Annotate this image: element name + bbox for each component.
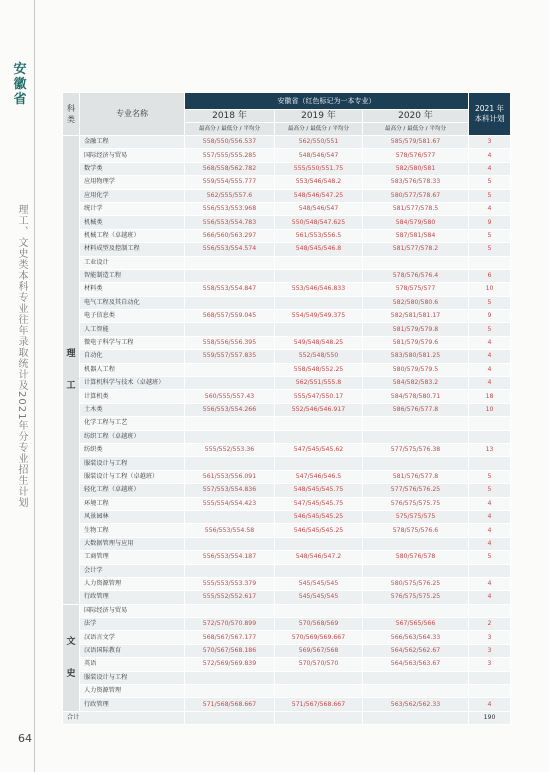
score-2020-cell: 578/575/576.6 bbox=[363, 524, 469, 537]
score-2019-cell: 561/553/556.5 bbox=[275, 229, 363, 242]
major-cell: 人力资源管理 bbox=[80, 685, 185, 698]
table-row bbox=[63, 323, 511, 336]
major-cell: 数学类 bbox=[80, 162, 185, 175]
score-2019-cell bbox=[275, 685, 363, 698]
table-row bbox=[63, 162, 511, 175]
sidebar-divider bbox=[34, 0, 35, 772]
plan-cell: 5 bbox=[469, 176, 511, 189]
header-sub-2020: 最高分 / 最低分 / 平均分 bbox=[363, 123, 469, 136]
score-2018-cell: 556/553/553.968 bbox=[185, 202, 275, 215]
major-cell: 自动化 bbox=[80, 350, 185, 363]
score-2019-cell: 569/567/568 bbox=[275, 644, 363, 657]
table-row bbox=[63, 564, 511, 577]
score-2020-cell bbox=[363, 457, 469, 470]
plan-cell: 4 bbox=[469, 537, 511, 550]
score-2020-cell: 577/575/576.38 bbox=[363, 443, 469, 456]
score-2018-cell bbox=[185, 604, 275, 617]
major-cell: 国际经济与贸易 bbox=[80, 604, 185, 617]
score-2018-cell: 555/552/553.36 bbox=[185, 443, 275, 456]
score-2020-cell: 576/575/575.25 bbox=[363, 591, 469, 604]
major-cell: 汉语言文学 bbox=[80, 631, 185, 644]
score-2019-cell bbox=[275, 256, 363, 269]
table-row bbox=[63, 216, 511, 229]
score-2018-cell bbox=[185, 685, 275, 698]
major-cell: 大数据管理与应用 bbox=[80, 537, 185, 550]
score-2020-cell: 563/562/562.33 bbox=[363, 698, 469, 711]
score-2019-cell bbox=[275, 323, 363, 336]
score-2018-cell bbox=[185, 417, 275, 430]
plan-cell: 4 bbox=[469, 591, 511, 604]
total-empty-cell bbox=[275, 711, 363, 724]
score-2018-cell: 556/553/554.783 bbox=[185, 216, 275, 229]
score-2020-cell: 580/579/579.5 bbox=[363, 363, 469, 376]
score-2018-cell bbox=[185, 269, 275, 282]
score-2018-cell: 572/569/569.839 bbox=[185, 658, 275, 671]
score-2019-cell: 558/548/552.25 bbox=[275, 363, 363, 376]
province-label: 安徽省 bbox=[13, 62, 27, 107]
score-2018-cell: 562/555/557.6 bbox=[185, 189, 275, 202]
major-cell: 智能制造工程 bbox=[80, 269, 185, 282]
score-2018-cell bbox=[185, 537, 275, 550]
score-2019-cell: 548/546/547.25 bbox=[275, 189, 363, 202]
plan-cell: 10 bbox=[469, 403, 511, 416]
score-2019-cell: 555/547/550.17 bbox=[275, 390, 363, 403]
plan-cell: 5 bbox=[469, 484, 511, 497]
score-2018-cell: 559/554/555.777 bbox=[185, 176, 275, 189]
category-cell bbox=[63, 604, 80, 711]
total-row bbox=[63, 711, 511, 724]
score-2018-cell: 568/567/567.177 bbox=[185, 631, 275, 644]
score-2019-cell: 554/549/549.375 bbox=[275, 310, 363, 323]
table-row bbox=[63, 497, 511, 510]
major-cell: 纺织工程（卓越班） bbox=[80, 430, 185, 443]
total-plan: 190 bbox=[469, 711, 511, 724]
score-2019-cell bbox=[275, 430, 363, 443]
plan-cell: 13 bbox=[469, 443, 511, 456]
plan-cell: 4 bbox=[469, 149, 511, 162]
score-2020-cell: 581/579/579.8 bbox=[363, 323, 469, 336]
score-2018-cell: 557/553/554.836 bbox=[185, 484, 275, 497]
major-cell: 行政管理 bbox=[80, 591, 185, 604]
score-2019-cell bbox=[275, 417, 363, 430]
plan-cell: 3 bbox=[469, 658, 511, 671]
table-row bbox=[63, 136, 511, 149]
score-2019-cell: 547/546/546.5 bbox=[275, 470, 363, 483]
plan-cell: 5 bbox=[469, 243, 511, 256]
header-province-note: 安徽省（红色标记为一本专业） bbox=[185, 93, 469, 110]
score-2020-cell: 580/575/576.25 bbox=[363, 577, 469, 590]
score-2019-cell: 553/546/548.2 bbox=[275, 176, 363, 189]
table-body bbox=[63, 136, 511, 725]
score-2020-cell: 580/576/578 bbox=[363, 551, 469, 564]
major-cell: 统计学 bbox=[80, 202, 185, 215]
major-cell: 金融工程 bbox=[80, 136, 185, 149]
table-row bbox=[63, 537, 511, 550]
score-2020-cell: 581/577/578.2 bbox=[363, 243, 469, 256]
score-2020-cell: 581/579/579.6 bbox=[363, 336, 469, 349]
score-2020-cell: 586/576/577.8 bbox=[363, 403, 469, 416]
plan-cell: 9 bbox=[469, 310, 511, 323]
table-row bbox=[63, 618, 511, 631]
score-2018-cell: 568/557/559.045 bbox=[185, 310, 275, 323]
major-cell: 材料成型及控制工程 bbox=[80, 243, 185, 256]
score-2018-cell bbox=[185, 510, 275, 523]
score-2020-cell bbox=[363, 671, 469, 684]
table-row bbox=[63, 457, 511, 470]
score-2020-cell: 567/565/566 bbox=[363, 618, 469, 631]
score-2019-cell: 548/545/546.8 bbox=[275, 243, 363, 256]
plan-cell: 9 bbox=[469, 216, 511, 229]
table-row bbox=[63, 430, 511, 443]
score-2019-cell bbox=[275, 564, 363, 577]
major-cell: 电气工程及其自动化 bbox=[80, 296, 185, 309]
score-2018-cell: 556/553/554.574 bbox=[185, 243, 275, 256]
total-empty-cell bbox=[185, 711, 275, 724]
table-row bbox=[63, 685, 511, 698]
table-row bbox=[63, 256, 511, 269]
score-2019-cell: 570/570/570 bbox=[275, 658, 363, 671]
major-cell: 服装设计与工程（卓越班） bbox=[80, 470, 185, 483]
plan-cell bbox=[469, 604, 511, 617]
table-row bbox=[63, 269, 511, 282]
table-row bbox=[63, 591, 511, 604]
plan-cell: 4 bbox=[469, 336, 511, 349]
score-2018-cell bbox=[185, 457, 275, 470]
score-2020-cell: 584/579/580 bbox=[363, 216, 469, 229]
score-2020-cell bbox=[363, 564, 469, 577]
score-2019-cell bbox=[275, 296, 363, 309]
plan-cell: 4 bbox=[469, 497, 511, 510]
major-cell: 人工智能 bbox=[80, 323, 185, 336]
score-2020-cell: 581/576/577.8 bbox=[363, 470, 469, 483]
major-cell: 英语 bbox=[80, 658, 185, 671]
plan-cell: 4 bbox=[469, 510, 511, 523]
score-2019-cell bbox=[275, 537, 363, 550]
score-2019-cell: 562/550/551 bbox=[275, 136, 363, 149]
plan-cell bbox=[469, 671, 511, 684]
plan-cell: 3 bbox=[469, 136, 511, 149]
header-plan: 2021 年本科计划 bbox=[469, 93, 511, 136]
major-cell: 国际经济与贸易 bbox=[80, 149, 185, 162]
score-2019-cell: 547/545/545.75 bbox=[275, 497, 363, 510]
plan-cell bbox=[469, 417, 511, 430]
score-2019-cell: 570/569/569.667 bbox=[275, 631, 363, 644]
plan-cell: 3 bbox=[469, 644, 511, 657]
table-row bbox=[63, 443, 511, 456]
header-year-2018: 2018 年 bbox=[185, 110, 275, 123]
major-cell: 工商管理 bbox=[80, 551, 185, 564]
table-row bbox=[63, 189, 511, 202]
major-cell: 轻化工程（卓越班） bbox=[80, 484, 185, 497]
plan-cell bbox=[469, 457, 511, 470]
major-cell: 纺织类 bbox=[80, 443, 185, 456]
page-number: 64 bbox=[18, 732, 32, 745]
score-2019-cell bbox=[275, 604, 363, 617]
score-2018-cell bbox=[185, 323, 275, 336]
plan-cell: 4 bbox=[469, 577, 511, 590]
score-2020-cell: 580/577/578.67 bbox=[363, 189, 469, 202]
score-2019-cell: 552/548/550 bbox=[275, 350, 363, 363]
admission-table bbox=[62, 92, 511, 725]
score-2020-cell bbox=[363, 417, 469, 430]
major-cell: 材料类 bbox=[80, 283, 185, 296]
plan-cell: 5 bbox=[469, 296, 511, 309]
plan-cell: 4 bbox=[469, 363, 511, 376]
score-2019-cell: 548/546/547 bbox=[275, 149, 363, 162]
table-row bbox=[63, 698, 511, 711]
major-cell: 机械类 bbox=[80, 216, 185, 229]
score-2020-cell bbox=[363, 430, 469, 443]
plan-cell: 5 bbox=[469, 551, 511, 564]
major-cell: 应用化学 bbox=[80, 189, 185, 202]
major-cell: 工业设计 bbox=[80, 256, 185, 269]
score-2019-cell: 549/548/548.25 bbox=[275, 336, 363, 349]
score-2019-cell: 548/546/547 bbox=[275, 202, 363, 215]
major-cell: 化学工程与工艺 bbox=[80, 417, 185, 430]
total-label: 合计 bbox=[63, 711, 185, 724]
score-2018-cell: 555/553/553.379 bbox=[185, 577, 275, 590]
score-2020-cell bbox=[363, 256, 469, 269]
plan-cell: 4 bbox=[469, 524, 511, 537]
score-2020-cell: 584/578/580.71 bbox=[363, 390, 469, 403]
score-2018-cell bbox=[185, 564, 275, 577]
table-row bbox=[63, 577, 511, 590]
category-label: 文史 bbox=[66, 636, 76, 679]
table-row bbox=[63, 644, 511, 657]
plan-cell bbox=[469, 430, 511, 443]
score-2019-cell: 571/567/568.667 bbox=[275, 698, 363, 711]
table-row bbox=[63, 658, 511, 671]
table-row bbox=[63, 229, 511, 242]
table-row bbox=[63, 390, 511, 403]
score-2020-cell: 566/563/564.33 bbox=[363, 631, 469, 644]
table-row bbox=[63, 403, 511, 416]
major-cell: 电子信息类 bbox=[80, 310, 185, 323]
major-cell: 机械工程（卓越班） bbox=[80, 229, 185, 242]
plan-cell: 4 bbox=[469, 698, 511, 711]
score-2020-cell: 581/577/578.5 bbox=[363, 202, 469, 215]
table-header bbox=[63, 93, 511, 136]
score-2020-cell: 582/580/580.6 bbox=[363, 296, 469, 309]
score-2018-cell: 558/553/554.847 bbox=[185, 283, 275, 296]
table-row bbox=[63, 176, 511, 189]
plan-cell bbox=[469, 564, 511, 577]
major-cell: 计算机类 bbox=[80, 390, 185, 403]
score-2019-cell: 548/545/545.75 bbox=[275, 484, 363, 497]
plan-cell bbox=[469, 685, 511, 698]
score-2018-cell: 568/558/562.782 bbox=[185, 162, 275, 175]
plan-cell: 4 bbox=[469, 202, 511, 215]
score-2018-cell: 558/556/556.395 bbox=[185, 336, 275, 349]
major-cell: 环境工程 bbox=[80, 497, 185, 510]
header-sub-2018: 最高分 / 最低分 / 平均分 bbox=[185, 123, 275, 136]
table-row bbox=[63, 377, 511, 390]
score-2018-cell: 572/570/570.899 bbox=[185, 618, 275, 631]
score-2018-cell: 557/555/555.285 bbox=[185, 149, 275, 162]
score-2019-cell: 552/546/546.917 bbox=[275, 403, 363, 416]
score-2020-cell: 578/576/577 bbox=[363, 149, 469, 162]
score-2018-cell bbox=[185, 671, 275, 684]
header-year-2019: 2019 年 bbox=[275, 110, 363, 123]
plan-cell: 5 bbox=[469, 470, 511, 483]
score-2020-cell: 578/576/576.4 bbox=[363, 269, 469, 282]
score-2019-cell: 546/545/545.25 bbox=[275, 524, 363, 537]
score-2019-cell: 550/548/547.625 bbox=[275, 216, 363, 229]
score-2018-cell: 556/553/554.58 bbox=[185, 524, 275, 537]
score-2020-cell: 583/580/581.25 bbox=[363, 350, 469, 363]
table-row bbox=[63, 202, 511, 215]
score-2019-cell: 562/551/555.8 bbox=[275, 377, 363, 390]
score-2018-cell: 559/557/557.835 bbox=[185, 350, 275, 363]
major-cell: 汉语国际教育 bbox=[80, 644, 185, 657]
major-cell: 服装设计与工程 bbox=[80, 671, 185, 684]
table-row bbox=[63, 336, 511, 349]
score-2020-cell: 583/576/578.33 bbox=[363, 176, 469, 189]
score-2018-cell: 571/568/568.667 bbox=[185, 698, 275, 711]
score-2019-cell bbox=[275, 457, 363, 470]
category-label: 理工 bbox=[66, 348, 76, 391]
table-row bbox=[63, 296, 511, 309]
table-row bbox=[63, 631, 511, 644]
table-row bbox=[63, 350, 511, 363]
table-row bbox=[63, 484, 511, 497]
category-cell bbox=[63, 136, 80, 605]
plan-cell: 10 bbox=[469, 283, 511, 296]
score-2018-cell bbox=[185, 363, 275, 376]
major-cell: 法学 bbox=[80, 618, 185, 631]
score-2018-cell bbox=[185, 296, 275, 309]
table-row bbox=[63, 310, 511, 323]
score-2018-cell: 555/552/552.617 bbox=[185, 591, 275, 604]
plan-cell: 5 bbox=[469, 229, 511, 242]
major-cell: 人力资源管理 bbox=[80, 577, 185, 590]
score-2019-cell: 548/546/547.2 bbox=[275, 551, 363, 564]
major-cell: 土木类 bbox=[80, 403, 185, 416]
score-2020-cell bbox=[363, 685, 469, 698]
score-2018-cell: 556/553/554.187 bbox=[185, 551, 275, 564]
plan-cell: 5 bbox=[469, 323, 511, 336]
major-cell: 行政管理 bbox=[80, 698, 185, 711]
score-2018-cell bbox=[185, 256, 275, 269]
total-empty-cell bbox=[363, 711, 469, 724]
plan-cell: 5 bbox=[469, 189, 511, 202]
score-2020-cell: 587/581/584 bbox=[363, 229, 469, 242]
score-2019-cell: 546/545/545.25 bbox=[275, 510, 363, 523]
score-2020-cell: 582/580/581 bbox=[363, 162, 469, 175]
plan-cell: 3 bbox=[469, 631, 511, 644]
major-cell: 机器人工程 bbox=[80, 363, 185, 376]
score-2020-cell bbox=[363, 537, 469, 550]
table-row bbox=[63, 524, 511, 537]
score-2019-cell: 570/568/569 bbox=[275, 618, 363, 631]
table-row bbox=[63, 417, 511, 430]
score-2020-cell: 576/575/575.75 bbox=[363, 497, 469, 510]
score-2020-cell: 585/579/581.67 bbox=[363, 136, 469, 149]
header-sub-2019: 最高分 / 最低分 / 平均分 bbox=[275, 123, 363, 136]
plan-cell: 4 bbox=[469, 377, 511, 390]
score-2020-cell: 584/582/583.2 bbox=[363, 377, 469, 390]
score-2020-cell: 577/576/576.25 bbox=[363, 484, 469, 497]
major-cell: 服装设计与工程 bbox=[80, 457, 185, 470]
header-year-2020: 2020 年 bbox=[363, 110, 469, 123]
table-row bbox=[63, 363, 511, 376]
plan-cell: 18 bbox=[469, 390, 511, 403]
score-2018-cell bbox=[185, 377, 275, 390]
score-2019-cell: 545/545/545 bbox=[275, 577, 363, 590]
table-row bbox=[63, 283, 511, 296]
plan-cell bbox=[469, 256, 511, 269]
table-row bbox=[63, 551, 511, 564]
score-2018-cell: 570/567/568.186 bbox=[185, 644, 275, 657]
score-2020-cell: 575/575/575 bbox=[363, 510, 469, 523]
score-2018-cell: 556/553/554.266 bbox=[185, 403, 275, 416]
major-cell: 微电子科学与工程 bbox=[80, 336, 185, 349]
score-2018-cell: 555/554/554.423 bbox=[185, 497, 275, 510]
score-2020-cell bbox=[363, 604, 469, 617]
score-2018-cell: 561/553/556.091 bbox=[185, 470, 275, 483]
table-row bbox=[63, 671, 511, 684]
table-row bbox=[63, 243, 511, 256]
score-2019-cell: 545/545/545 bbox=[275, 591, 363, 604]
score-2019-cell: 547/545/545.62 bbox=[275, 443, 363, 456]
major-cell: 生物工程 bbox=[80, 524, 185, 537]
plan-cell: 4 bbox=[469, 162, 511, 175]
table-row bbox=[63, 149, 511, 162]
score-2019-cell bbox=[275, 671, 363, 684]
table-row bbox=[63, 470, 511, 483]
plan-cell: 6 bbox=[469, 269, 511, 282]
major-cell: 计算机科学与技术（卓越班） bbox=[80, 377, 185, 390]
score-2020-cell: 578/575/577 bbox=[363, 283, 469, 296]
score-2018-cell: 558/550/556.537 bbox=[185, 136, 275, 149]
header-category: 科类 bbox=[63, 93, 80, 136]
score-2018-cell bbox=[185, 430, 275, 443]
header-major: 专业名称 bbox=[80, 93, 185, 136]
table-row bbox=[63, 510, 511, 523]
score-2020-cell: 582/581/581.17 bbox=[363, 310, 469, 323]
score-2018-cell: 560/555/557.43 bbox=[185, 390, 275, 403]
score-2018-cell: 566/560/563.297 bbox=[185, 229, 275, 242]
score-2020-cell: 564/563/563.67 bbox=[363, 658, 469, 671]
plan-cell: 4 bbox=[469, 350, 511, 363]
score-2019-cell: 553/546/546.833 bbox=[275, 283, 363, 296]
table-row bbox=[63, 604, 511, 617]
score-2020-cell: 564/562/562.67 bbox=[363, 644, 469, 657]
score-2019-cell: 555/550/551.75 bbox=[275, 162, 363, 175]
score-2019-cell bbox=[275, 269, 363, 282]
sidebar-title: 理工、文史类本科专业往年录取统计及2021年分专业招生计划 bbox=[14, 200, 29, 512]
major-cell: 风景园林 bbox=[80, 510, 185, 523]
plan-cell: 2 bbox=[469, 618, 511, 631]
major-cell: 应用物理学 bbox=[80, 176, 185, 189]
major-cell: 会计学 bbox=[80, 564, 185, 577]
